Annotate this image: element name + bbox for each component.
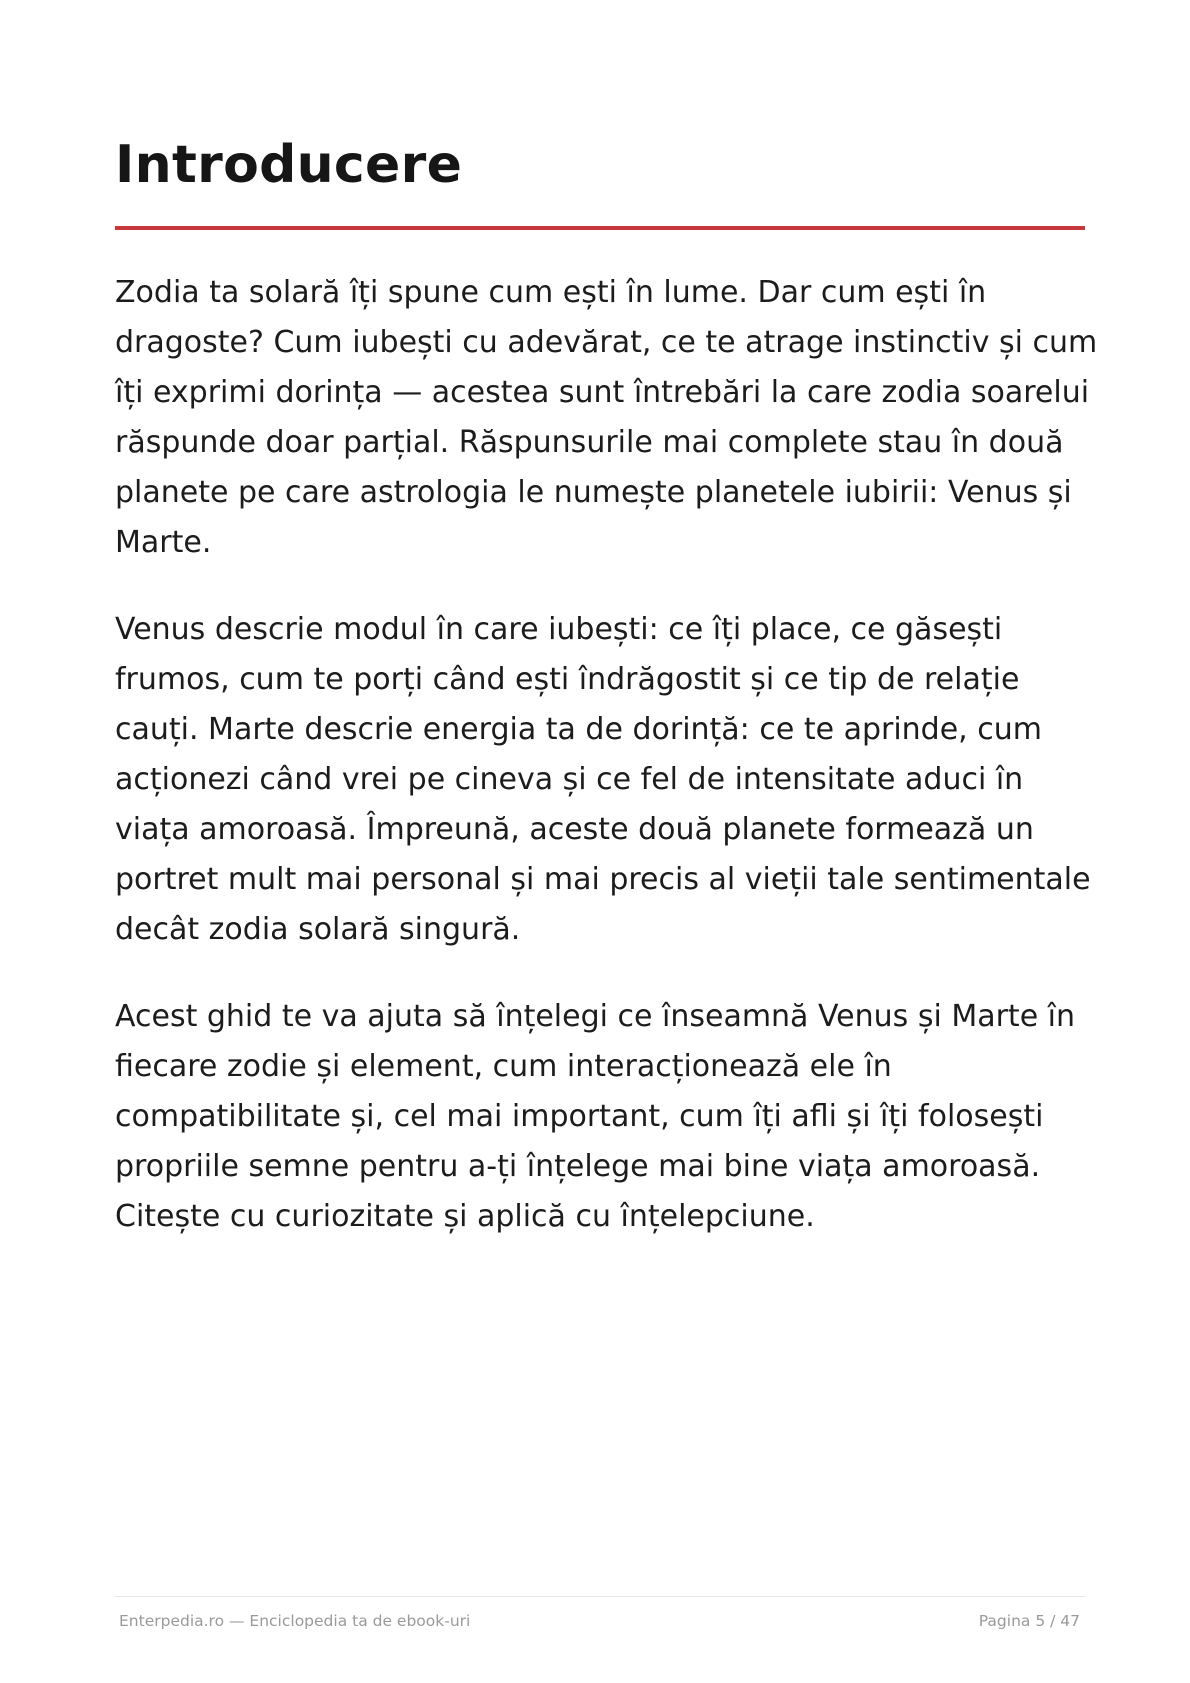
title-divider [115, 226, 1085, 230]
body-text [115, 268, 1100, 1279]
paragraph-guide: Acest ghid te va ajuta să înțelegi ce înseamnă Venus și Marte în fiecare zodie și element, cum interacționează ele în compatibilitate și, cel mai important, cum îți afli și îți folosești propriile semne pentru a-ți înțelege mai bine viața amoroasă. Citește cu curiozitate și aplică cu înțelepciune. [115, 999, 1076, 1234]
footer-site-name: Enterpedia.ro — Enciclopedia ta de ebook-uri [119, 1612, 471, 1630]
paragraph-intro: Zodia ta solară îți spune cum ești în lume. Dar cum ești în dragoste? Cum iubești cu adevărat, ce te atrage instinctiv și cum îți exprimi dorința — acestea sunt întrebări la care zodia soarelui răspunde doar parțial. Răspunsurile mai complete stau în două planete pe care astrologia le numește planetele iubirii: Venus și Marte. [115, 275, 1098, 560]
paragraph-venus-marte: Venus descrie modul în care iubești: ce îți place, ce găsești frumos, cum te porți când ești îndrăgostit și ce tip de relație cauți. Marte descrie energia ta de dorință: ce te aprinde, cum acționezi când vrei pe cineva și ce fel de intensitate aduci în viața amoroasă. Împreună, aceste două planete formează un portret mult mai personal și mai precis al vieții tale sentimentale decât zodia solară singură. [115, 612, 1091, 947]
footer-page-number: Pagina 5 / 47 [978, 1612, 1080, 1630]
footer-divider [115, 1596, 1085, 1597]
page-title: Introducere [115, 135, 463, 195]
document-page [115, 0, 1098, 1683]
